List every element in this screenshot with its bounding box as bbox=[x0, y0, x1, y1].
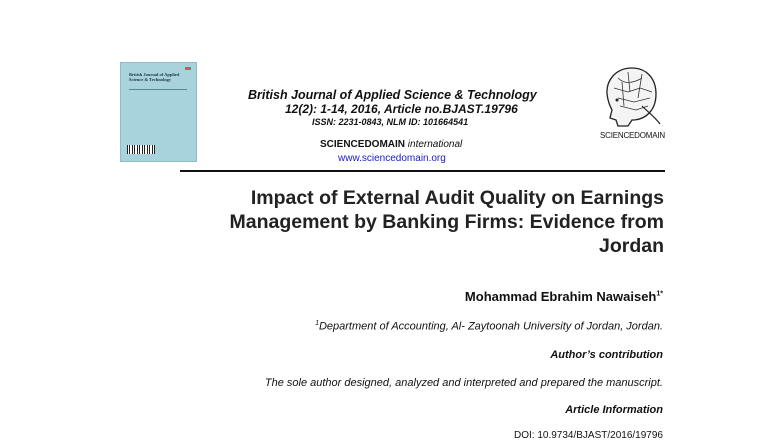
publisher-name bbox=[320, 139, 462, 150]
cover-divider bbox=[129, 89, 187, 90]
author-name bbox=[380, 289, 663, 304]
header-divider bbox=[180, 170, 665, 172]
title-line-1: Impact of External Audit Quality on Earnings bbox=[250, 187, 664, 209]
publisher-logo-text: SCIENCEDOMAIN bbox=[600, 131, 665, 140]
publisher-suffix: international bbox=[407, 139, 463, 150]
publisher-website-link[interactable]: www.sciencedomain.org bbox=[338, 153, 446, 164]
title-line-2: Management by Banking Firms: Evidence from bbox=[229, 211, 664, 233]
journal-issue: 12(2): 1-14, 2016, Article no.BJAST.19796 bbox=[285, 102, 518, 116]
author-text: Mohammad Ebrahim Nawaiseh bbox=[464, 289, 657, 304]
contribution-text: The sole author designed, analyzed and interpreted and prepared the manuscript. bbox=[264, 377, 663, 389]
cover-barcode bbox=[127, 145, 155, 154]
contribution-heading: Author’s contribution bbox=[550, 349, 663, 361]
article-title bbox=[140, 186, 664, 258]
title-line-3: Jordan bbox=[598, 235, 664, 257]
article-doi: DOI: 10.9734/BJAST/2016/19796 bbox=[514, 430, 663, 441]
sciencedomain-head-logo bbox=[598, 62, 668, 132]
affiliation-superscript: 1 bbox=[315, 320, 319, 327]
affiliation-text: Department of Accounting, Al- Zaytoonah University of Jordan, Jordan. bbox=[318, 320, 663, 333]
publisher-main: SCIENCEDOMAIN bbox=[320, 139, 406, 150]
journal-issn: ISSN: 2231-0843, NLM ID: 101664541 bbox=[312, 117, 469, 127]
author-affiliation bbox=[200, 320, 663, 333]
author-superscript: 1* bbox=[656, 290, 663, 298]
journal-name: British Journal of Applied Science & Technology bbox=[248, 88, 537, 102]
journal-cover-image bbox=[120, 62, 197, 162]
article-info-heading: Article Information bbox=[565, 404, 663, 416]
cover-title: British Journal of Applied Science & Technology bbox=[129, 72, 180, 82]
cover-mark bbox=[185, 67, 191, 70]
